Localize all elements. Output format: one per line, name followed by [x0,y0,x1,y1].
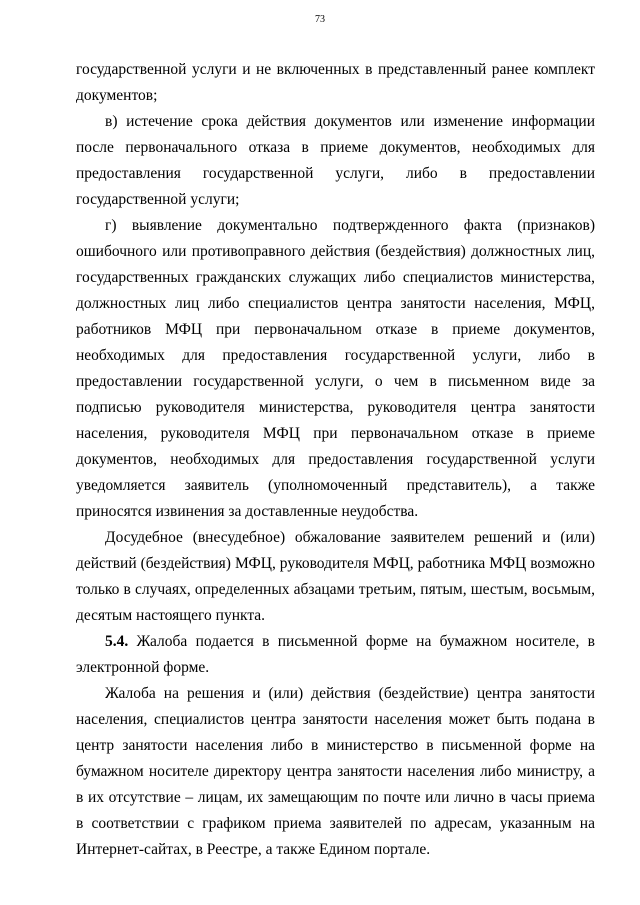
paragraph-section-5-4 [76,629,595,681]
page-number: 73 [315,14,325,25]
paragraph-continuation: государственной услуги и не включенных в представленный ранее комплект документов; [76,61,595,104]
section-number: 5.4. [105,633,129,650]
paragraph-pretrial-appeal: Досудебное (внесудебное) обжалование заявителем решений и (или) действий (бездействия) МФЦ, руководителя МФЦ, работника МФЦ возможно только в случаях, определенных абзацами третьим, пятым, шестым, восьмым, десятым настоящего пункта. [76,529,595,624]
paragraph-complaint-submission: Жалоба на решения и (или) действия (бездействие) центра занятости населения, специалистов центра занятости населения может быть подана в центр занятости населения либо в министерство в письменной форме на бумажном носителе директору центра занятости населения либо министру, а в их отсутствие – лицам, их замещающим по почте или лично в часы приема в соответствии с графиком приема заявителей по адресам, указанным на Интернет-сайтах, в Реестре, а также Едином портале. [76,685,595,858]
paragraph-item-v: в) истечение срока действия документов или изменение информации после первоначального отказа в приеме документов, необходимых для предоставления государственной услуги, либо в предоставлении государственной услуги; [76,113,595,208]
section-text: Жалоба подается в письменной форме на бумажном носителе, в электронной форме. [76,633,595,676]
paragraph-item-g: г) выявление документально подтвержденного факта (признаков) ошибочного или противоправного действия (бездействия) должностных лиц, государственных гражданских служащих либо специалистов министерства, должностных лиц либо специалистов центра занятости населения, МФЦ, работников МФЦ при первоначальном отказе в приеме документов, необходимых для предоставления государственной услуги, либо в предоставлении государственной услуги, о чем в письменном виде за подписью руководителя министерства, руководителя центра занятости населения, руководителя МФЦ при первоначальном отказе в приеме документов, необходимых для предоставления государственной услуги уведомляется заявитель (уполномоченный представитель), а также приносятся извинения за доставленные неудобства. [76,217,595,520]
document-body [76,57,595,863]
